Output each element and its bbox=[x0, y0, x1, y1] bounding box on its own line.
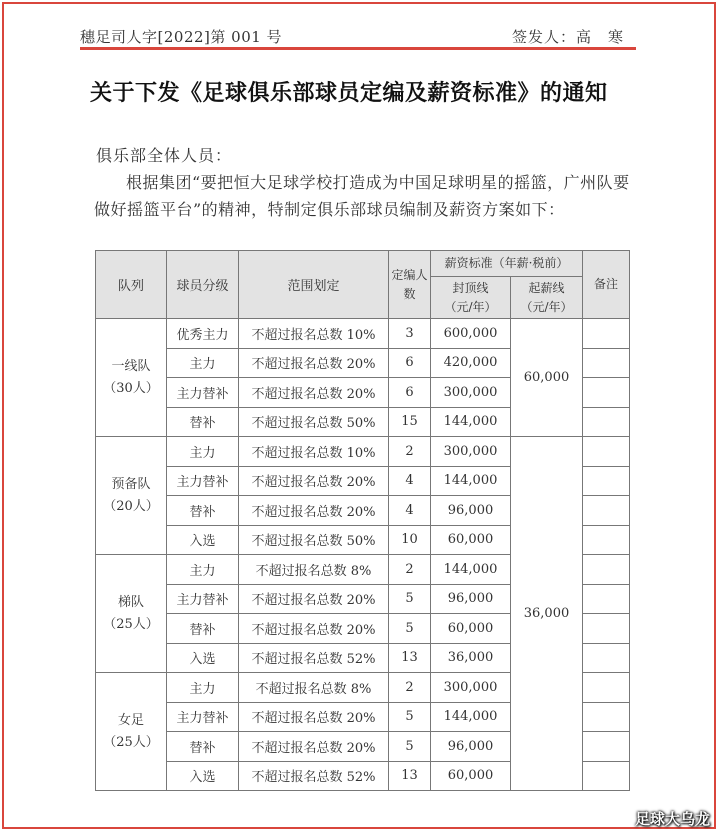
cap-cell: 144,000 bbox=[431, 555, 511, 585]
cap-cell: 60,000 bbox=[431, 614, 511, 644]
table-row bbox=[96, 319, 630, 349]
header-cap-label: 封顶线 bbox=[452, 280, 489, 295]
note-cell bbox=[583, 378, 630, 408]
grade-cell: 主力替补 bbox=[167, 584, 239, 614]
team-cell bbox=[96, 437, 167, 555]
team-size: （20人） bbox=[103, 498, 159, 514]
grade-cell: 主力 bbox=[167, 673, 239, 703]
note-cell bbox=[583, 437, 630, 467]
note-cell bbox=[583, 761, 630, 791]
quota-cell: 2 bbox=[389, 673, 431, 703]
header-floor-unit: （元/年） bbox=[520, 299, 573, 314]
grade-cell: 替补 bbox=[167, 614, 239, 644]
team-size: （25人） bbox=[103, 616, 159, 632]
watermark-text: 足球大乌龙 bbox=[634, 810, 710, 828]
scope-cell: 不超过报名总数 8% bbox=[239, 673, 389, 703]
grade-cell: 主力 bbox=[167, 348, 239, 378]
note-cell bbox=[583, 673, 630, 703]
header-cap bbox=[431, 277, 511, 319]
document-number: 穗足司人字[2022]第 001 号 bbox=[80, 28, 283, 46]
quota-cell: 6 bbox=[389, 378, 431, 408]
team-name: 女足 bbox=[117, 712, 144, 728]
cap-cell: 96,000 bbox=[431, 732, 511, 762]
quota-cell: 5 bbox=[389, 702, 431, 732]
team-name: 预备队 bbox=[111, 476, 151, 492]
cap-cell: 300,000 bbox=[431, 378, 511, 408]
note-cell bbox=[583, 732, 630, 762]
team-cell bbox=[96, 555, 167, 673]
note-cell bbox=[583, 348, 630, 378]
scope-cell: 不超过报名总数 10% bbox=[239, 437, 389, 467]
note-cell bbox=[583, 614, 630, 644]
cap-cell: 144,000 bbox=[431, 702, 511, 732]
grade-cell: 入选 bbox=[167, 643, 239, 673]
quota-cell: 4 bbox=[389, 496, 431, 526]
cap-cell: 300,000 bbox=[431, 673, 511, 703]
scope-cell: 不超过报名总数 50% bbox=[239, 525, 389, 555]
salary-table bbox=[95, 250, 630, 791]
table-row bbox=[96, 437, 630, 467]
team-cell bbox=[96, 673, 167, 791]
scope-cell: 不超过报名总数 50% bbox=[239, 407, 389, 437]
red-divider-line bbox=[80, 47, 636, 50]
quota-cell: 3 bbox=[389, 319, 431, 349]
issuer-signature: 签发人：高 寒 bbox=[512, 28, 625, 46]
note-cell bbox=[583, 466, 630, 496]
scope-cell: 不超过报名总数 20% bbox=[239, 466, 389, 496]
quota-cell: 15 bbox=[389, 407, 431, 437]
quota-cell: 2 bbox=[389, 555, 431, 585]
team-size: （25人） bbox=[103, 734, 159, 750]
note-cell bbox=[583, 643, 630, 673]
note-cell bbox=[583, 584, 630, 614]
quota-cell: 5 bbox=[389, 584, 431, 614]
header-note: 备注 bbox=[583, 251, 630, 319]
floor-cell-shared: 36,000 bbox=[511, 437, 583, 791]
cap-cell: 36,000 bbox=[431, 643, 511, 673]
quota-cell: 5 bbox=[389, 732, 431, 762]
team-size: （30人） bbox=[103, 380, 159, 396]
scope-cell: 不超过报名总数 20% bbox=[239, 584, 389, 614]
grade-cell: 主力 bbox=[167, 555, 239, 585]
team-name: 梯队 bbox=[117, 594, 144, 610]
cap-cell: 600,000 bbox=[431, 319, 511, 349]
grade-cell: 入选 bbox=[167, 525, 239, 555]
document-title: 关于下发《足球俱乐部球员定编及薪资标准》的通知 bbox=[90, 80, 608, 106]
note-cell bbox=[583, 555, 630, 585]
note-cell bbox=[583, 319, 630, 349]
note-cell bbox=[583, 525, 630, 555]
quota-cell: 13 bbox=[389, 761, 431, 791]
quota-cell: 5 bbox=[389, 614, 431, 644]
grade-cell: 主力 bbox=[167, 437, 239, 467]
scope-cell: 不超过报名总数 20% bbox=[239, 614, 389, 644]
team-cell bbox=[96, 319, 167, 437]
body-paragraph: 根据集团“要把恒大足球学校打造成为中国足球明星的摇篮，广州队要做好摇篮平台”的精神，特制定俱乐部球员编制及薪资方案如下： bbox=[94, 173, 630, 219]
cap-cell: 60,000 bbox=[431, 525, 511, 555]
quota-cell: 2 bbox=[389, 437, 431, 467]
header-team: 队列 bbox=[96, 251, 167, 319]
greeting-line: 俱乐部全体人员： bbox=[96, 146, 233, 165]
note-cell bbox=[583, 407, 630, 437]
grade-cell: 替补 bbox=[167, 732, 239, 762]
scope-cell: 不超过报名总数 20% bbox=[239, 702, 389, 732]
header-cap-unit: （元/年） bbox=[444, 299, 497, 314]
header-floor-label: 起薪线 bbox=[528, 280, 565, 295]
scope-cell: 不超过报名总数 52% bbox=[239, 643, 389, 673]
floor-cell: 60,000 bbox=[511, 319, 583, 437]
cap-cell: 420,000 bbox=[431, 348, 511, 378]
header-floor bbox=[511, 277, 583, 319]
grade-cell: 入选 bbox=[167, 761, 239, 791]
scope-cell: 不超过报名总数 20% bbox=[239, 732, 389, 762]
quota-cell: 13 bbox=[389, 643, 431, 673]
grade-cell: 主力替补 bbox=[167, 378, 239, 408]
team-name: 一线队 bbox=[111, 358, 151, 374]
header-salary-standard: 薪资标准（年薪·税前） bbox=[431, 251, 583, 277]
cap-cell: 144,000 bbox=[431, 466, 511, 496]
note-cell bbox=[583, 702, 630, 732]
note-cell bbox=[583, 496, 630, 526]
cap-cell: 300,000 bbox=[431, 437, 511, 467]
cap-cell: 96,000 bbox=[431, 584, 511, 614]
cap-cell: 144,000 bbox=[431, 407, 511, 437]
cap-cell: 96,000 bbox=[431, 496, 511, 526]
scope-cell: 不超过报名总数 52% bbox=[239, 761, 389, 791]
header-grade: 球员分级 bbox=[167, 251, 239, 319]
grade-cell: 主力替补 bbox=[167, 466, 239, 496]
header-quota: 定编人数 bbox=[389, 251, 431, 319]
grade-cell: 主力替补 bbox=[167, 702, 239, 732]
scope-cell: 不超过报名总数 8% bbox=[239, 555, 389, 585]
scope-cell: 不超过报名总数 20% bbox=[239, 348, 389, 378]
grade-cell: 替补 bbox=[167, 496, 239, 526]
scope-cell: 不超过报名总数 20% bbox=[239, 378, 389, 408]
cap-cell: 60,000 bbox=[431, 761, 511, 791]
header-scope: 范围划定 bbox=[239, 251, 389, 319]
grade-cell: 替补 bbox=[167, 407, 239, 437]
grade-cell: 优秀主力 bbox=[167, 319, 239, 349]
scope-cell: 不超过报名总数 20% bbox=[239, 496, 389, 526]
quota-cell: 4 bbox=[389, 466, 431, 496]
scope-cell: 不超过报名总数 10% bbox=[239, 319, 389, 349]
quota-cell: 6 bbox=[389, 348, 431, 378]
quota-cell: 10 bbox=[389, 525, 431, 555]
